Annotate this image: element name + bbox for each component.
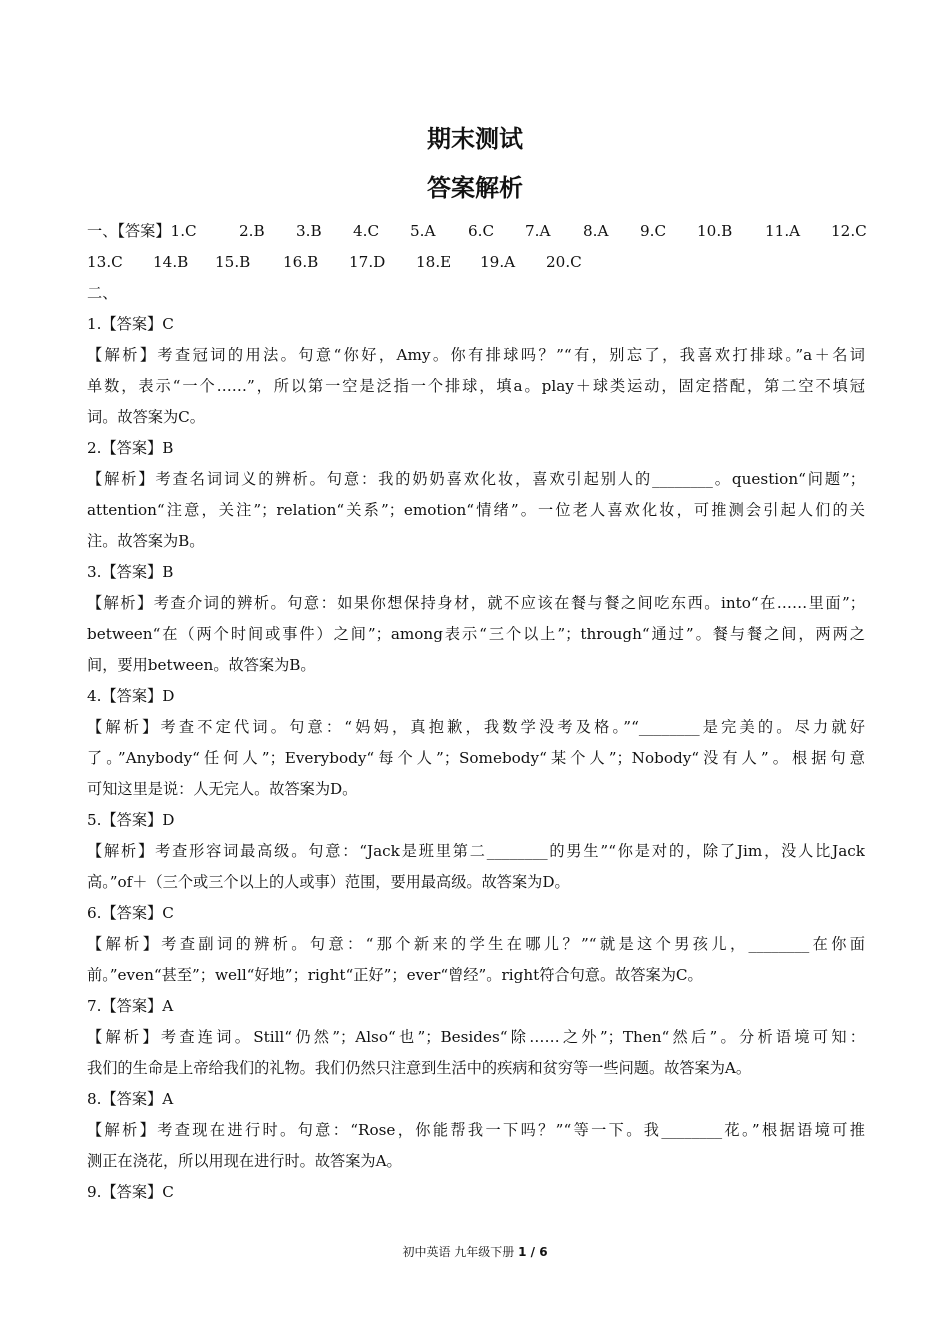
answer-label: 1.【答案】C (87, 315, 174, 333)
document-subtitle: 答案解析 (427, 174, 523, 202)
explanation-line: 了。”Anybody“任何人”；Everybody“每个人”；Somebody“某个人”；Nobody“没有人”。根据句意 (87, 749, 865, 767)
answer-label: 9.【答案】C (87, 1183, 174, 1201)
explanation-line: attention“注意，关注”；relation“关系”；emotion“情绪”。一位老人喜欢化妆，可推测会引起人们的关 (87, 501, 865, 519)
answer-key-item: 6.C (468, 222, 495, 240)
answer-key-item: 5.A (410, 222, 436, 240)
answer-key-item: 14.B (153, 253, 189, 271)
answer-label: 8.【答案】A (87, 1090, 174, 1108)
explanation-line: 【解析】考查现在进行时。句意：“Rose，你能帮我一下吗？”“等一下。我________花。”根据语境可推 (87, 1121, 865, 1139)
explanation-line: 单数，表示“一个……”，所以第一空是泛指一个排球，填a。play＋球类运动，固定搭配，第二空不填冠 (87, 377, 865, 395)
answer-label: 6.【答案】C (87, 904, 174, 922)
explanation-line: 【解析】考查冠词的用法。句意“你好，Amy。你有排球吗？”“有，别忘了，我喜欢打排球。”a＋名词 (87, 346, 865, 364)
footer-text: 初中英语 九年级下册 (402, 1245, 515, 1259)
answer-key-item: 3.B (296, 222, 322, 240)
answer-key-item: 20.C (546, 253, 582, 271)
page-footer (0, 1244, 950, 1260)
explanation-line: 【解析】考查连词。Still“仍然”；Also“也”；Besides“除……之外”；Then“然后”。分析语境可知： (87, 1028, 865, 1046)
answer-key-item: 4.C (353, 222, 380, 240)
explanation-line: 【解析】考查名词词义的辨析。句意：我的奶奶喜欢化妆，喜欢引起别人的________。question“问题”； (87, 470, 865, 488)
explanation-line: 【解析】考查不定代词。句意：“妈妈，真抱歉，我数学没考及格。”“________是完美的。尽力就好 (87, 718, 865, 736)
explanation-line: 【解析】考查形容词最高级。句意：“Jack是班里第二________的男生”“你是对的，除了Jim，没人比Jack (87, 842, 865, 860)
answer-key-item: 16.B (283, 253, 319, 271)
answer-content (87, 216, 865, 1208)
document-title: 期末测试 (427, 125, 523, 153)
answer-key-row-1 (87, 216, 865, 247)
answer-key-item: 9.C (640, 222, 667, 240)
answer-label: 7.【答案】A (87, 997, 174, 1015)
answer-key-item: 15.B (215, 253, 251, 271)
answer-key-row-2 (87, 247, 865, 278)
explanation-line: 测正在浇花，所以用现在进行时。故答案为A。 (87, 1152, 402, 1170)
answer-key-item: 18.E (416, 253, 452, 271)
answer-key-item: 19.A (480, 253, 516, 271)
explanation-line: 前。”even“甚至”；well“好地”；right“正好”；ever“曾经”。right符合句意。故答案为C。 (87, 966, 703, 984)
explanation-line: 我们的生命是上帝给我们的礼物。我们仍然只注意到生活中的疾病和贫穷等一些问题。故答案为A。 (87, 1059, 752, 1077)
answer-key-item: 12.C (831, 222, 867, 240)
explanation-line: 高。”of＋（三个或三个以上的人或事）范围，要用最高级。故答案为D。 (87, 873, 570, 891)
answer-label: 3.【答案】B (87, 563, 174, 581)
answer-key-prefix: 一、【答案】1.C (87, 222, 197, 240)
answer-key-item: 10.B (697, 222, 733, 240)
section-heading: 二、 (87, 284, 118, 302)
explanation-line: 词。故答案为C。 (87, 408, 205, 426)
answer-key-item: 17.D (349, 253, 386, 271)
answer-key-item: 11.A (765, 222, 801, 240)
explanation-line: 注。故答案为B。 (87, 532, 205, 550)
answer-key-item: 7.A (525, 222, 551, 240)
explanation-line: 【解析】考查介词的辨析。句意：如果你想保持身材，就不应该在餐与餐之间吃东西。into“在……里面”； (87, 594, 865, 612)
answer-label: 2.【答案】B (87, 439, 174, 457)
answer-label: 5.【答案】D (87, 811, 175, 829)
explanation-line: between“在（两个时间或事件）之间”；among表示“三个以上”；through“通过”。餐与餐之间，两两之 (87, 625, 865, 643)
answer-key-item: 2.B (239, 222, 265, 240)
answer-key-item: 13.C (87, 253, 123, 271)
answer-key-item: 8.A (583, 222, 609, 240)
answer-label: 4.【答案】D (87, 687, 175, 705)
explanation-line: 间，要用between。故答案为B。 (87, 656, 316, 674)
page-number: 1 / 6 (518, 1245, 548, 1259)
explanation-line: 【解析】考查副词的辨析。句意：“那个新来的学生在哪儿？”“就是这个男孩儿，________在你面 (87, 935, 865, 953)
explanation-line: 可知这里是说：人无完人。故答案为D。 (87, 780, 358, 798)
